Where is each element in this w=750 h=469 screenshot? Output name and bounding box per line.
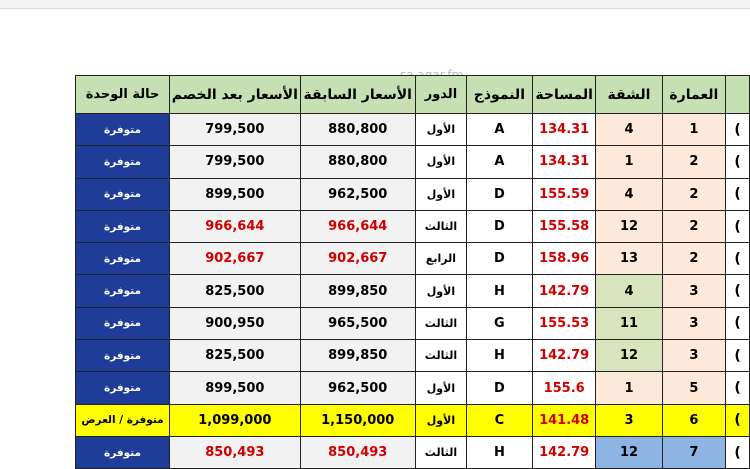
edge-glyph: ( [734, 315, 741, 332]
discount-price-cell: 1,099,000 [170, 404, 300, 436]
edge-cell [726, 307, 750, 339]
previous-price-cell: 962,500 [300, 178, 415, 210]
apartment-cell: 1 [596, 146, 662, 178]
discount-price-cell: 966,644 [170, 210, 300, 242]
building-cell: 2 [662, 243, 726, 275]
floor-cell: الثالث [415, 307, 466, 339]
edge-glyph: ( [734, 412, 741, 429]
header-area: المساحة [532, 76, 596, 114]
edge-glyph: ( [734, 380, 741, 397]
table-row [76, 243, 750, 275]
model-cell: A [466, 146, 532, 178]
edge-cell [726, 146, 750, 178]
building-cell: 2 [662, 146, 726, 178]
apartment-cell: 1 [596, 372, 662, 404]
table-row [76, 340, 750, 372]
discount-price-cell: 899,500 [170, 372, 300, 404]
area-cell: 134.31 [532, 114, 596, 146]
table-row [76, 114, 750, 146]
table-row [76, 275, 750, 307]
model-cell: H [466, 340, 532, 372]
edge-cell [726, 275, 750, 307]
header-model: النموذج [466, 76, 532, 114]
edge-cell [726, 436, 750, 468]
model-cell: G [466, 307, 532, 339]
status-cell: متوفرة [76, 436, 170, 468]
floor-cell: الأول [415, 146, 466, 178]
floor-cell: الأول [415, 404, 466, 436]
edge-cell [726, 243, 750, 275]
floor-cell: الثالث [415, 210, 466, 242]
apartment-cell: 4 [596, 114, 662, 146]
building-cell: 5 [662, 372, 726, 404]
building-cell: 3 [662, 307, 726, 339]
previous-price-cell: 850,493 [300, 436, 415, 468]
apartment-cell: 4 [596, 275, 662, 307]
table-row [76, 146, 750, 178]
discount-price-cell: 825,500 [170, 275, 300, 307]
table-row [76, 178, 750, 210]
building-cell: 3 [662, 275, 726, 307]
model-cell: H [466, 436, 532, 468]
previous-price-cell: 880,800 [300, 114, 415, 146]
header-edge [726, 76, 750, 114]
previous-price-cell: 962,500 [300, 372, 415, 404]
status-cell: متوفرة [76, 178, 170, 210]
header-status: حالة الوحدة [76, 76, 170, 114]
model-cell: H [466, 275, 532, 307]
building-cell: 6 [662, 404, 726, 436]
area-cell: 142.79 [532, 340, 596, 372]
edge-glyph: ( [734, 121, 741, 138]
edge-glyph: ( [734, 283, 741, 300]
floor-cell: الأول [415, 114, 466, 146]
previous-price-cell: 902,667 [300, 243, 415, 275]
area-cell: 155.6 [532, 372, 596, 404]
header-building: العمارة [662, 76, 726, 114]
discount-price-cell: 899,500 [170, 178, 300, 210]
table-row [76, 210, 750, 242]
apartment-cell: 12 [596, 340, 662, 372]
area-cell: 155.53 [532, 307, 596, 339]
edge-glyph: ( [734, 218, 741, 235]
area-cell: 142.79 [532, 275, 596, 307]
status-cell: متوفرة [76, 114, 170, 146]
floor-cell: الأول [415, 178, 466, 210]
discount-price-cell: 799,500 [170, 146, 300, 178]
top-bar [0, 0, 750, 9]
apartment-cell: 13 [596, 243, 662, 275]
edge-glyph: ( [734, 250, 741, 267]
apartment-cell: 4 [596, 178, 662, 210]
area-cell: 158.96 [532, 243, 596, 275]
previous-price-cell: 899,850 [300, 275, 415, 307]
previous-price-cell: 965,500 [300, 307, 415, 339]
units-table [75, 75, 750, 469]
building-cell: 2 [662, 210, 726, 242]
area-cell: 134.31 [532, 146, 596, 178]
apartment-cell: 12 [596, 436, 662, 468]
discount-price-cell: 900,950 [170, 307, 300, 339]
header-row [76, 76, 750, 114]
header-previous-price: الأسعار السابقة [300, 76, 415, 114]
status-cell: متوفرة [76, 275, 170, 307]
discount-price-cell: 850,493 [170, 436, 300, 468]
previous-price-cell: 880,800 [300, 146, 415, 178]
edge-cell [726, 178, 750, 210]
status-cell: متوفرة [76, 210, 170, 242]
header-floor: الدور [415, 76, 466, 114]
previous-price-cell: 1,150,000 [300, 404, 415, 436]
edge-cell [726, 340, 750, 372]
area-cell: 142.79 [532, 436, 596, 468]
apartment-cell: 3 [596, 404, 662, 436]
model-cell: C [466, 404, 532, 436]
floor-cell: الثالث [415, 340, 466, 372]
apartment-cell: 12 [596, 210, 662, 242]
status-cell: متوفرة [76, 146, 170, 178]
discount-price-cell: 902,667 [170, 243, 300, 275]
model-cell: A [466, 114, 532, 146]
status-cell: متوفرة [76, 243, 170, 275]
status-cell: متوفرة [76, 307, 170, 339]
floor-cell: الأول [415, 275, 466, 307]
model-cell: D [466, 210, 532, 242]
edge-glyph: ( [734, 153, 741, 170]
table-row [76, 372, 750, 404]
edge-cell [726, 404, 750, 436]
building-cell: 3 [662, 340, 726, 372]
edge-glyph: ( [734, 186, 741, 203]
edge-glyph: ( [734, 347, 741, 364]
model-cell: D [466, 178, 532, 210]
model-cell: D [466, 243, 532, 275]
table-row [76, 436, 750, 468]
building-cell: 7 [662, 436, 726, 468]
area-cell: 155.59 [532, 178, 596, 210]
edge-glyph: ( [734, 444, 741, 461]
edge-cell [726, 114, 750, 146]
status-cell: متوفرة / العرض [76, 404, 170, 436]
floor-cell: الأول [415, 372, 466, 404]
status-cell: متوفرة [76, 372, 170, 404]
table-row [76, 404, 750, 436]
status-cell: متوفرة [76, 340, 170, 372]
edge-cell [726, 210, 750, 242]
discount-price-cell: 825,500 [170, 340, 300, 372]
header-apartment: الشقة [596, 76, 662, 114]
apartment-cell: 11 [596, 307, 662, 339]
edge-cell [726, 372, 750, 404]
header-discount-price: الأسعار بعد الخصم [170, 76, 300, 114]
building-cell: 2 [662, 178, 726, 210]
building-cell: 1 [662, 114, 726, 146]
previous-price-cell: 966,644 [300, 210, 415, 242]
table-row [76, 307, 750, 339]
previous-price-cell: 899,850 [300, 340, 415, 372]
floor-cell: الثالث [415, 436, 466, 468]
area-cell: 155.58 [532, 210, 596, 242]
discount-price-cell: 799,500 [170, 114, 300, 146]
area-cell: 141.48 [532, 404, 596, 436]
floor-cell: الرابع [415, 243, 466, 275]
model-cell: D [466, 372, 532, 404]
